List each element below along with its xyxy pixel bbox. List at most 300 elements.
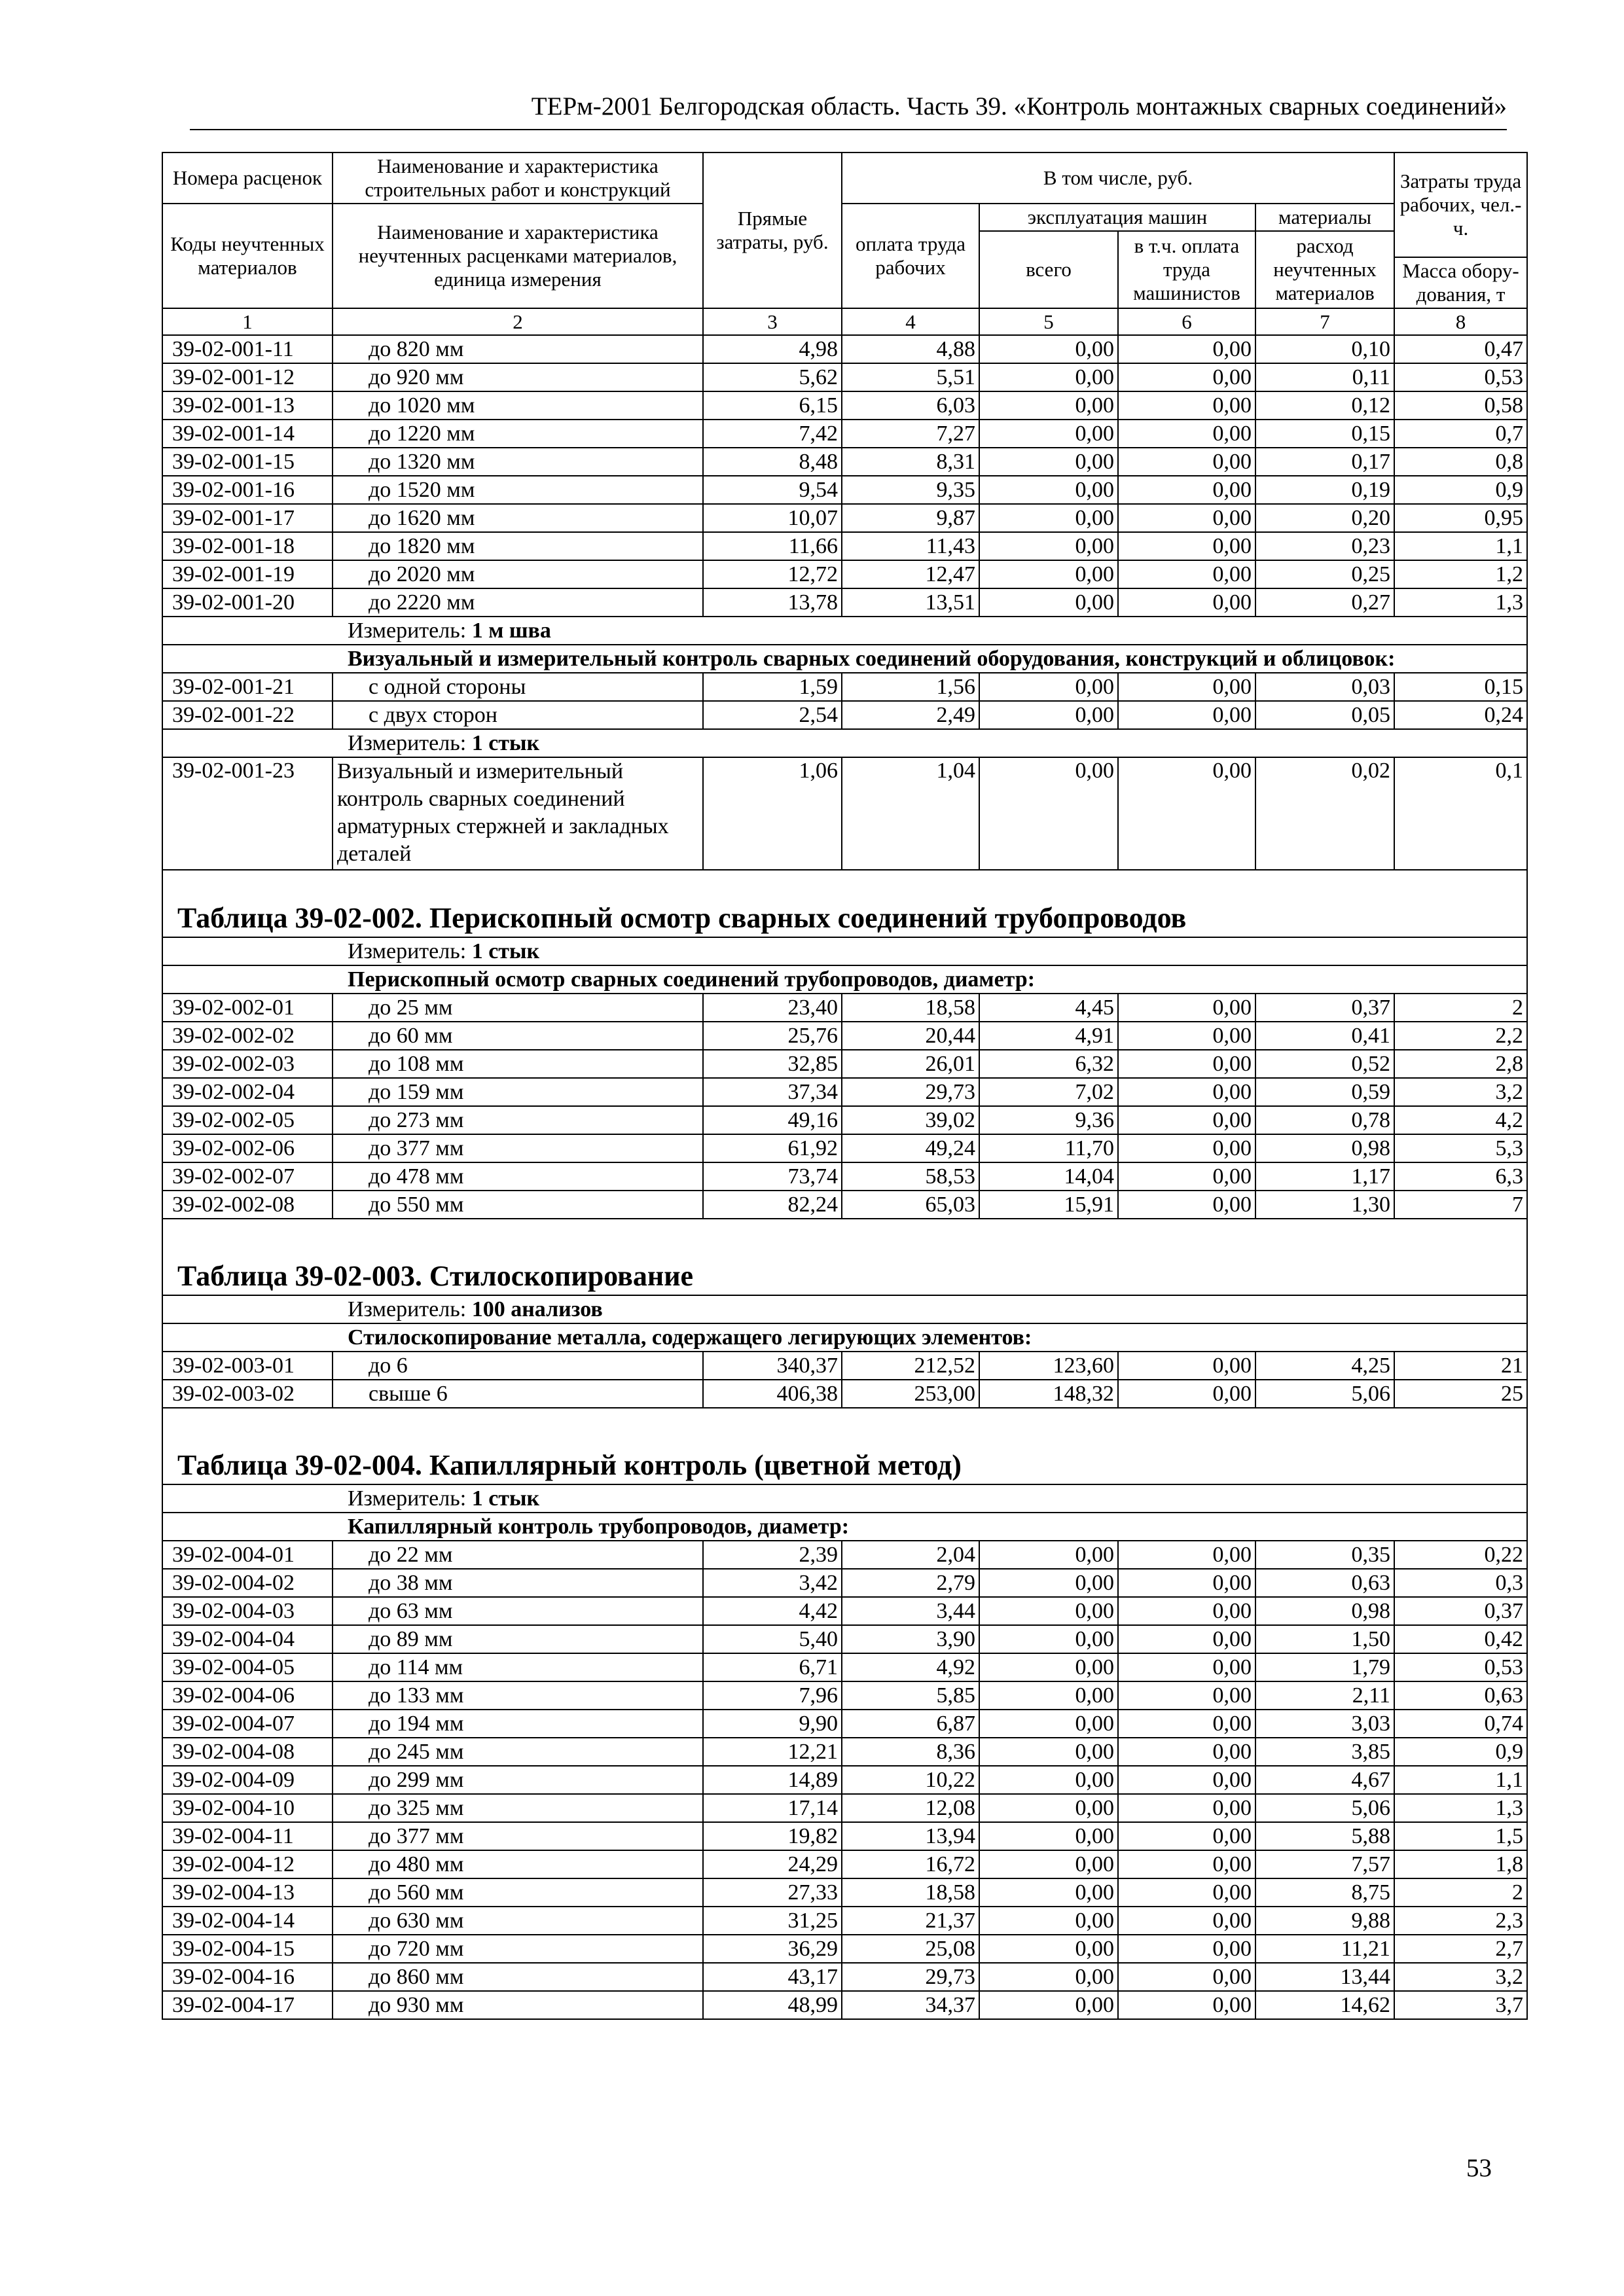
material-consumption: 3,85 bbox=[1255, 1738, 1394, 1766]
machinist-pay: 0,00 bbox=[1118, 1850, 1255, 1878]
machines-total: 4,91 bbox=[979, 1022, 1118, 1050]
machines-total: 0,00 bbox=[979, 560, 1118, 588]
worker-pay: 253,00 bbox=[842, 1380, 979, 1408]
material-consumption: 4,67 bbox=[1255, 1766, 1394, 1794]
work-name: до 560 мм bbox=[333, 1878, 703, 1907]
work-name: до 245 мм bbox=[333, 1738, 703, 1766]
machines-total: 148,32 bbox=[979, 1380, 1118, 1408]
work-name: до 1620 мм bbox=[333, 504, 703, 532]
rate-code: 39-02-001-14 bbox=[162, 420, 333, 448]
machinist-pay: 0,00 bbox=[1118, 1106, 1255, 1134]
table-row bbox=[162, 1380, 1527, 1408]
column-number: 5 bbox=[979, 308, 1118, 335]
machinist-pay: 0,00 bbox=[1118, 1935, 1255, 1963]
worker-pay: 13,94 bbox=[842, 1822, 979, 1850]
machines-total: 0,00 bbox=[979, 701, 1118, 729]
direct-costs: 12,21 bbox=[703, 1738, 842, 1766]
header-material-codes: Коды неучтенных материалов bbox=[162, 204, 333, 308]
table-row bbox=[162, 1569, 1527, 1597]
machinist-pay: 0,00 bbox=[1118, 448, 1255, 476]
machinist-pay: 0,00 bbox=[1118, 1134, 1255, 1162]
direct-costs: 2,54 bbox=[703, 701, 842, 729]
labor-costs: 3,2 bbox=[1394, 1963, 1527, 1991]
rate-code: 39-02-002-07 bbox=[162, 1162, 333, 1191]
machines-total: 0,00 bbox=[979, 588, 1118, 617]
work-name: до 133 мм bbox=[333, 1681, 703, 1710]
machinist-pay: 0,00 bbox=[1118, 560, 1255, 588]
work-name: до 25 мм bbox=[333, 994, 703, 1022]
table-row bbox=[162, 420, 1527, 448]
rate-code: 39-02-003-01 bbox=[162, 1352, 333, 1380]
table-title: Таблица 39-02-003. Стилоскопирование bbox=[162, 1219, 1527, 1295]
direct-costs: 1,59 bbox=[703, 673, 842, 701]
machinist-pay: 0,00 bbox=[1118, 1569, 1255, 1597]
worker-pay: 25,08 bbox=[842, 1935, 979, 1963]
section-row bbox=[162, 645, 1527, 673]
direct-costs: 49,16 bbox=[703, 1106, 842, 1134]
direct-costs: 5,62 bbox=[703, 363, 842, 391]
measure-row bbox=[162, 1484, 1527, 1513]
table-row bbox=[162, 1822, 1527, 1850]
measure-row bbox=[162, 1295, 1527, 1323]
table-row bbox=[162, 1850, 1527, 1878]
table-row bbox=[162, 532, 1527, 560]
machinist-pay: 0,00 bbox=[1118, 1738, 1255, 1766]
machines-total: 123,60 bbox=[979, 1352, 1118, 1380]
rate-code: 39-02-001-20 bbox=[162, 588, 333, 617]
machinist-pay: 0,00 bbox=[1118, 1991, 1255, 2019]
work-name: до 6 bbox=[333, 1352, 703, 1380]
header-machinist-pay: в т.ч. оплата труда машинистов bbox=[1118, 231, 1255, 308]
work-name: свыше 6 bbox=[333, 1380, 703, 1408]
material-consumption: 0,35 bbox=[1255, 1541, 1394, 1569]
machinist-pay: 0,00 bbox=[1118, 673, 1255, 701]
work-name: до 1520 мм bbox=[333, 476, 703, 504]
labor-costs: 0,42 bbox=[1394, 1625, 1527, 1653]
machinist-pay: 0,00 bbox=[1118, 476, 1255, 504]
worker-pay: 13,51 bbox=[842, 588, 979, 617]
machines-total: 0,00 bbox=[979, 1878, 1118, 1907]
measure-value: 1 стык bbox=[471, 939, 540, 963]
direct-costs: 37,34 bbox=[703, 1078, 842, 1106]
direct-costs: 406,38 bbox=[703, 1380, 842, 1408]
rate-code: 39-02-004-06 bbox=[162, 1681, 333, 1710]
machinist-pay: 0,00 bbox=[1118, 1625, 1255, 1653]
labor-costs: 0,9 bbox=[1394, 476, 1527, 504]
table-row bbox=[162, 335, 1527, 363]
direct-costs: 73,74 bbox=[703, 1162, 842, 1191]
rate-code: 39-02-004-13 bbox=[162, 1878, 333, 1907]
header-worker-pay: оплата труда рабочих bbox=[842, 204, 979, 308]
machinist-pay: 0,00 bbox=[1118, 588, 1255, 617]
worker-pay: 9,35 bbox=[842, 476, 979, 504]
labor-costs: 1,5 bbox=[1394, 1822, 1527, 1850]
work-name: до 38 мм bbox=[333, 1569, 703, 1597]
labor-costs: 0,95 bbox=[1394, 504, 1527, 532]
machinist-pay: 0,00 bbox=[1118, 1653, 1255, 1681]
header-labor-costs: Затраты труда рабочих, чел.-ч. bbox=[1394, 152, 1527, 257]
worker-pay: 3,44 bbox=[842, 1597, 979, 1625]
header-materials: материалы bbox=[1255, 204, 1394, 231]
machines-total: 0,00 bbox=[979, 448, 1118, 476]
direct-costs: 6,71 bbox=[703, 1653, 842, 1681]
direct-costs: 43,17 bbox=[703, 1963, 842, 1991]
table-row bbox=[162, 588, 1527, 617]
table-row bbox=[162, 1050, 1527, 1078]
labor-costs: 3,7 bbox=[1394, 1991, 1527, 2019]
rate-code: 39-02-001-17 bbox=[162, 504, 333, 532]
worker-pay: 5,85 bbox=[842, 1681, 979, 1710]
machinist-pay: 0,00 bbox=[1118, 532, 1255, 560]
machinist-pay: 0,00 bbox=[1118, 1078, 1255, 1106]
direct-costs: 32,85 bbox=[703, 1050, 842, 1078]
machines-total: 0,00 bbox=[979, 1991, 1118, 2019]
rate-code: 39-02-004-01 bbox=[162, 1541, 333, 1569]
machines-total: 0,00 bbox=[979, 1850, 1118, 1878]
labor-costs: 0,47 bbox=[1394, 335, 1527, 363]
worker-pay: 39,02 bbox=[842, 1106, 979, 1134]
worker-pay: 3,90 bbox=[842, 1625, 979, 1653]
column-number: 4 bbox=[842, 308, 979, 335]
machinist-pay: 0,00 bbox=[1118, 420, 1255, 448]
work-name: до 60 мм bbox=[333, 1022, 703, 1050]
material-consumption: 1,79 bbox=[1255, 1653, 1394, 1681]
machinist-pay: 0,00 bbox=[1118, 1822, 1255, 1850]
table-title-row bbox=[162, 1408, 1527, 1484]
measure-unit bbox=[162, 729, 1527, 757]
rate-code: 39-02-002-04 bbox=[162, 1078, 333, 1106]
labor-costs: 1,8 bbox=[1394, 1850, 1527, 1878]
material-consumption: 0,23 bbox=[1255, 532, 1394, 560]
direct-costs: 3,42 bbox=[703, 1569, 842, 1597]
rate-code: 39-02-004-05 bbox=[162, 1653, 333, 1681]
machines-total: 11,70 bbox=[979, 1134, 1118, 1162]
work-name: до 1220 мм bbox=[333, 420, 703, 448]
rate-code: 39-02-004-08 bbox=[162, 1738, 333, 1766]
measure-row bbox=[162, 937, 1527, 965]
machines-total: 0,00 bbox=[979, 1597, 1118, 1625]
machines-total: 0,00 bbox=[979, 420, 1118, 448]
header-rule bbox=[190, 129, 1507, 130]
direct-costs: 8,48 bbox=[703, 448, 842, 476]
column-number: 1 bbox=[162, 308, 333, 335]
measure-label: Измеритель: bbox=[348, 1486, 467, 1511]
rate-code: 39-02-001-11 bbox=[162, 335, 333, 363]
machinist-pay: 0,00 bbox=[1118, 1191, 1255, 1219]
worker-pay: 12,47 bbox=[842, 560, 979, 588]
labor-costs: 0,9 bbox=[1394, 1738, 1527, 1766]
direct-costs: 9,54 bbox=[703, 476, 842, 504]
measure-unit bbox=[162, 1295, 1527, 1323]
work-name: до 299 мм bbox=[333, 1766, 703, 1794]
labor-costs: 0,1 bbox=[1394, 757, 1527, 870]
labor-costs: 21 bbox=[1394, 1352, 1527, 1380]
material-consumption: 14,62 bbox=[1255, 1991, 1394, 2019]
worker-pay: 4,92 bbox=[842, 1653, 979, 1681]
column-numbers-row bbox=[162, 308, 1527, 335]
table-row bbox=[162, 504, 1527, 532]
header-rate-numbers: Номера расценок bbox=[162, 152, 333, 204]
labor-costs: 0,37 bbox=[1394, 1597, 1527, 1625]
worker-pay: 212,52 bbox=[842, 1352, 979, 1380]
material-consumption: 13,44 bbox=[1255, 1963, 1394, 1991]
material-consumption: 5,06 bbox=[1255, 1794, 1394, 1822]
work-name: до 325 мм bbox=[333, 1794, 703, 1822]
worker-pay: 6,87 bbox=[842, 1710, 979, 1738]
direct-costs: 27,33 bbox=[703, 1878, 842, 1907]
machines-total: 0,00 bbox=[979, 1681, 1118, 1710]
table-row bbox=[162, 476, 1527, 504]
section-heading: Перископный осмотр сварных соединений трубопроводов, диаметр: bbox=[162, 965, 1527, 994]
rate-code: 39-02-001-16 bbox=[162, 476, 333, 504]
table-header bbox=[162, 152, 1527, 335]
measure-value: 1 м шва bbox=[471, 618, 551, 643]
machinist-pay: 0,00 bbox=[1118, 1022, 1255, 1050]
rate-code: 39-02-004-07 bbox=[162, 1710, 333, 1738]
header-direct-costs: Прямые затраты, руб. bbox=[703, 152, 842, 308]
measure-label: Измеритель: bbox=[348, 730, 467, 755]
rate-code: 39-02-002-06 bbox=[162, 1134, 333, 1162]
labor-costs: 0,7 bbox=[1394, 420, 1527, 448]
work-name: до 159 мм bbox=[333, 1078, 703, 1106]
machines-total: 0,00 bbox=[979, 1710, 1118, 1738]
labor-costs: 0,22 bbox=[1394, 1541, 1527, 1569]
table-row bbox=[162, 1766, 1527, 1794]
work-name: Визуальный и измерительный контроль сварных соединений арматурных стержней и закладных деталей bbox=[333, 757, 703, 870]
work-name: до 2020 мм bbox=[333, 560, 703, 588]
labor-costs: 0,74 bbox=[1394, 1710, 1527, 1738]
machinist-pay: 0,00 bbox=[1118, 1794, 1255, 1822]
direct-costs: 13,78 bbox=[703, 588, 842, 617]
machinist-pay: 0,00 bbox=[1118, 1963, 1255, 1991]
table-row bbox=[162, 1738, 1527, 1766]
worker-pay: 20,44 bbox=[842, 1022, 979, 1050]
machinist-pay: 0,00 bbox=[1118, 1878, 1255, 1907]
material-consumption: 8,75 bbox=[1255, 1878, 1394, 1907]
direct-costs: 61,92 bbox=[703, 1134, 842, 1162]
worker-pay: 1,04 bbox=[842, 757, 979, 870]
table-row bbox=[162, 1162, 1527, 1191]
work-name: до 550 мм bbox=[333, 1191, 703, 1219]
work-name: до 114 мм bbox=[333, 1653, 703, 1681]
work-name: до 720 мм bbox=[333, 1935, 703, 1963]
labor-costs: 3,2 bbox=[1394, 1078, 1527, 1106]
header-material-consumption: расход неучтенных материалов bbox=[1255, 231, 1394, 308]
labor-costs: 25 bbox=[1394, 1380, 1527, 1408]
section-row bbox=[162, 1513, 1527, 1541]
table-row bbox=[162, 1681, 1527, 1710]
machines-total: 0,00 bbox=[979, 1569, 1118, 1597]
machinist-pay: 0,00 bbox=[1118, 391, 1255, 420]
table-row bbox=[162, 1106, 1527, 1134]
material-consumption: 0,63 bbox=[1255, 1569, 1394, 1597]
rate-code: 39-02-004-16 bbox=[162, 1963, 333, 1991]
direct-costs: 24,29 bbox=[703, 1850, 842, 1878]
table-row bbox=[162, 1794, 1527, 1822]
table-row bbox=[162, 1710, 1527, 1738]
direct-costs: 6,15 bbox=[703, 391, 842, 420]
header-work-name: Наименование и характеристика строительных работ и конструкций bbox=[333, 152, 703, 204]
measure-unit bbox=[162, 937, 1527, 965]
worker-pay: 29,73 bbox=[842, 1078, 979, 1106]
material-consumption: 0,03 bbox=[1255, 673, 1394, 701]
work-name: до 478 мм bbox=[333, 1162, 703, 1191]
worker-pay: 6,03 bbox=[842, 391, 979, 420]
column-number: 7 bbox=[1255, 308, 1394, 335]
machinist-pay: 0,00 bbox=[1118, 504, 1255, 532]
work-name: до 2220 мм bbox=[333, 588, 703, 617]
machinist-pay: 0,00 bbox=[1118, 335, 1255, 363]
machines-total: 0,00 bbox=[979, 504, 1118, 532]
measure-label: Измеритель: bbox=[348, 939, 467, 963]
labor-costs: 2 bbox=[1394, 1878, 1527, 1907]
work-name: до 930 мм bbox=[333, 1991, 703, 2019]
rate-code: 39-02-004-04 bbox=[162, 1625, 333, 1653]
worker-pay: 58,53 bbox=[842, 1162, 979, 1191]
table-row bbox=[162, 994, 1527, 1022]
labor-costs: 1,3 bbox=[1394, 1794, 1527, 1822]
work-name: до 820 мм bbox=[333, 335, 703, 363]
material-consumption: 0,20 bbox=[1255, 504, 1394, 532]
machines-total: 0,00 bbox=[979, 1907, 1118, 1935]
worker-pay: 4,88 bbox=[842, 335, 979, 363]
rate-code: 39-02-004-17 bbox=[162, 1991, 333, 2019]
material-consumption: 3,03 bbox=[1255, 1710, 1394, 1738]
worker-pay: 18,58 bbox=[842, 1878, 979, 1907]
work-name: до 63 мм bbox=[333, 1597, 703, 1625]
labor-costs: 7 bbox=[1394, 1191, 1527, 1219]
machinist-pay: 0,00 bbox=[1118, 1050, 1255, 1078]
labor-costs: 2,7 bbox=[1394, 1935, 1527, 1963]
table-row bbox=[162, 1963, 1527, 1991]
machinist-pay: 0,00 bbox=[1118, 1597, 1255, 1625]
machinist-pay: 0,00 bbox=[1118, 1541, 1255, 1569]
labor-costs: 0,58 bbox=[1394, 391, 1527, 420]
labor-costs: 0,15 bbox=[1394, 673, 1527, 701]
table-row bbox=[162, 1625, 1527, 1653]
worker-pay: 29,73 bbox=[842, 1963, 979, 1991]
rate-code: 39-02-004-11 bbox=[162, 1822, 333, 1850]
measure-row bbox=[162, 729, 1527, 757]
rate-code: 39-02-002-02 bbox=[162, 1022, 333, 1050]
machinist-pay: 0,00 bbox=[1118, 1352, 1255, 1380]
machinist-pay: 0,00 bbox=[1118, 1766, 1255, 1794]
rates-document bbox=[162, 152, 1526, 2020]
work-name: до 630 мм bbox=[333, 1907, 703, 1935]
work-name: до 1820 мм bbox=[333, 532, 703, 560]
work-name: до 1020 мм bbox=[333, 391, 703, 420]
work-name: до 108 мм bbox=[333, 1050, 703, 1078]
machines-total: 0,00 bbox=[979, 335, 1118, 363]
material-consumption: 0,15 bbox=[1255, 420, 1394, 448]
header-machines-total: всего bbox=[979, 231, 1118, 308]
rate-code: 39-02-004-10 bbox=[162, 1794, 333, 1822]
labor-costs: 2,8 bbox=[1394, 1050, 1527, 1078]
machines-total: 14,04 bbox=[979, 1162, 1118, 1191]
material-consumption: 11,21 bbox=[1255, 1935, 1394, 1963]
rate-code: 39-02-004-14 bbox=[162, 1907, 333, 1935]
machines-total: 0,00 bbox=[979, 1822, 1118, 1850]
labor-costs: 6,3 bbox=[1394, 1162, 1527, 1191]
worker-pay: 34,37 bbox=[842, 1991, 979, 2019]
material-consumption: 0,98 bbox=[1255, 1597, 1394, 1625]
machinist-pay: 0,00 bbox=[1118, 1907, 1255, 1935]
rate-code: 39-02-004-12 bbox=[162, 1850, 333, 1878]
machines-total: 0,00 bbox=[979, 391, 1118, 420]
machines-total: 0,00 bbox=[979, 1766, 1118, 1794]
machines-total: 0,00 bbox=[979, 1541, 1118, 1569]
labor-costs: 2,3 bbox=[1394, 1907, 1527, 1935]
worker-pay: 49,24 bbox=[842, 1134, 979, 1162]
worker-pay: 5,51 bbox=[842, 363, 979, 391]
direct-costs: 12,72 bbox=[703, 560, 842, 588]
direct-costs: 48,99 bbox=[703, 1991, 842, 2019]
direct-costs: 31,25 bbox=[703, 1907, 842, 1935]
measure-unit bbox=[162, 1484, 1527, 1513]
labor-costs: 0,53 bbox=[1394, 1653, 1527, 1681]
material-consumption: 0,78 bbox=[1255, 1106, 1394, 1134]
work-name: до 273 мм bbox=[333, 1106, 703, 1134]
page-number: 53 bbox=[1466, 2154, 1492, 2182]
direct-costs: 7,42 bbox=[703, 420, 842, 448]
material-consumption: 0,59 bbox=[1255, 1078, 1394, 1106]
machines-total: 0,00 bbox=[979, 757, 1118, 870]
table-row bbox=[162, 1541, 1527, 1569]
direct-costs: 340,37 bbox=[703, 1352, 842, 1380]
worker-pay: 1,56 bbox=[842, 673, 979, 701]
rate-code: 39-02-002-03 bbox=[162, 1050, 333, 1078]
worker-pay: 2,04 bbox=[842, 1541, 979, 1569]
worker-pay: 65,03 bbox=[842, 1191, 979, 1219]
section-heading: Визуальный и измерительный контроль сварных соединений оборудования, конструкций и облицовок: bbox=[162, 645, 1527, 673]
worker-pay: 18,58 bbox=[842, 994, 979, 1022]
measure-row bbox=[162, 617, 1527, 645]
rate-code: 39-02-002-08 bbox=[162, 1191, 333, 1219]
rate-code: 39-02-004-02 bbox=[162, 1569, 333, 1597]
labor-costs: 1,1 bbox=[1394, 1766, 1527, 1794]
machinist-pay: 0,00 bbox=[1118, 1380, 1255, 1408]
worker-pay: 12,08 bbox=[842, 1794, 979, 1822]
header-including: В том числе, руб. bbox=[842, 152, 1394, 204]
measure-label: Измеритель: bbox=[348, 1297, 467, 1321]
direct-costs: 5,40 bbox=[703, 1625, 842, 1653]
material-consumption: 0,19 bbox=[1255, 476, 1394, 504]
labor-costs: 0,24 bbox=[1394, 701, 1527, 729]
measure-label: Измеритель: bbox=[348, 618, 467, 643]
material-consumption: 0,05 bbox=[1255, 701, 1394, 729]
machinist-pay: 0,00 bbox=[1118, 363, 1255, 391]
table-row bbox=[162, 1022, 1527, 1050]
material-consumption: 0,17 bbox=[1255, 448, 1394, 476]
work-name: до 480 мм bbox=[333, 1850, 703, 1878]
labor-costs: 2 bbox=[1394, 994, 1527, 1022]
worker-pay: 7,27 bbox=[842, 420, 979, 448]
table-row bbox=[162, 1907, 1527, 1935]
rate-code: 39-02-004-09 bbox=[162, 1766, 333, 1794]
worker-pay: 8,36 bbox=[842, 1738, 979, 1766]
table-row bbox=[162, 1078, 1527, 1106]
table-row bbox=[162, 363, 1527, 391]
material-consumption: 0,37 bbox=[1255, 994, 1394, 1022]
table-title-row bbox=[162, 1219, 1527, 1295]
table-title: Таблица 39-02-002. Перископный осмотр сварных соединений трубопроводов bbox=[162, 870, 1527, 937]
machines-total: 6,32 bbox=[979, 1050, 1118, 1078]
column-number: 3 bbox=[703, 308, 842, 335]
direct-costs: 23,40 bbox=[703, 994, 842, 1022]
table-title-row bbox=[162, 870, 1527, 937]
machines-total: 0,00 bbox=[979, 363, 1118, 391]
table-row bbox=[162, 1935, 1527, 1963]
